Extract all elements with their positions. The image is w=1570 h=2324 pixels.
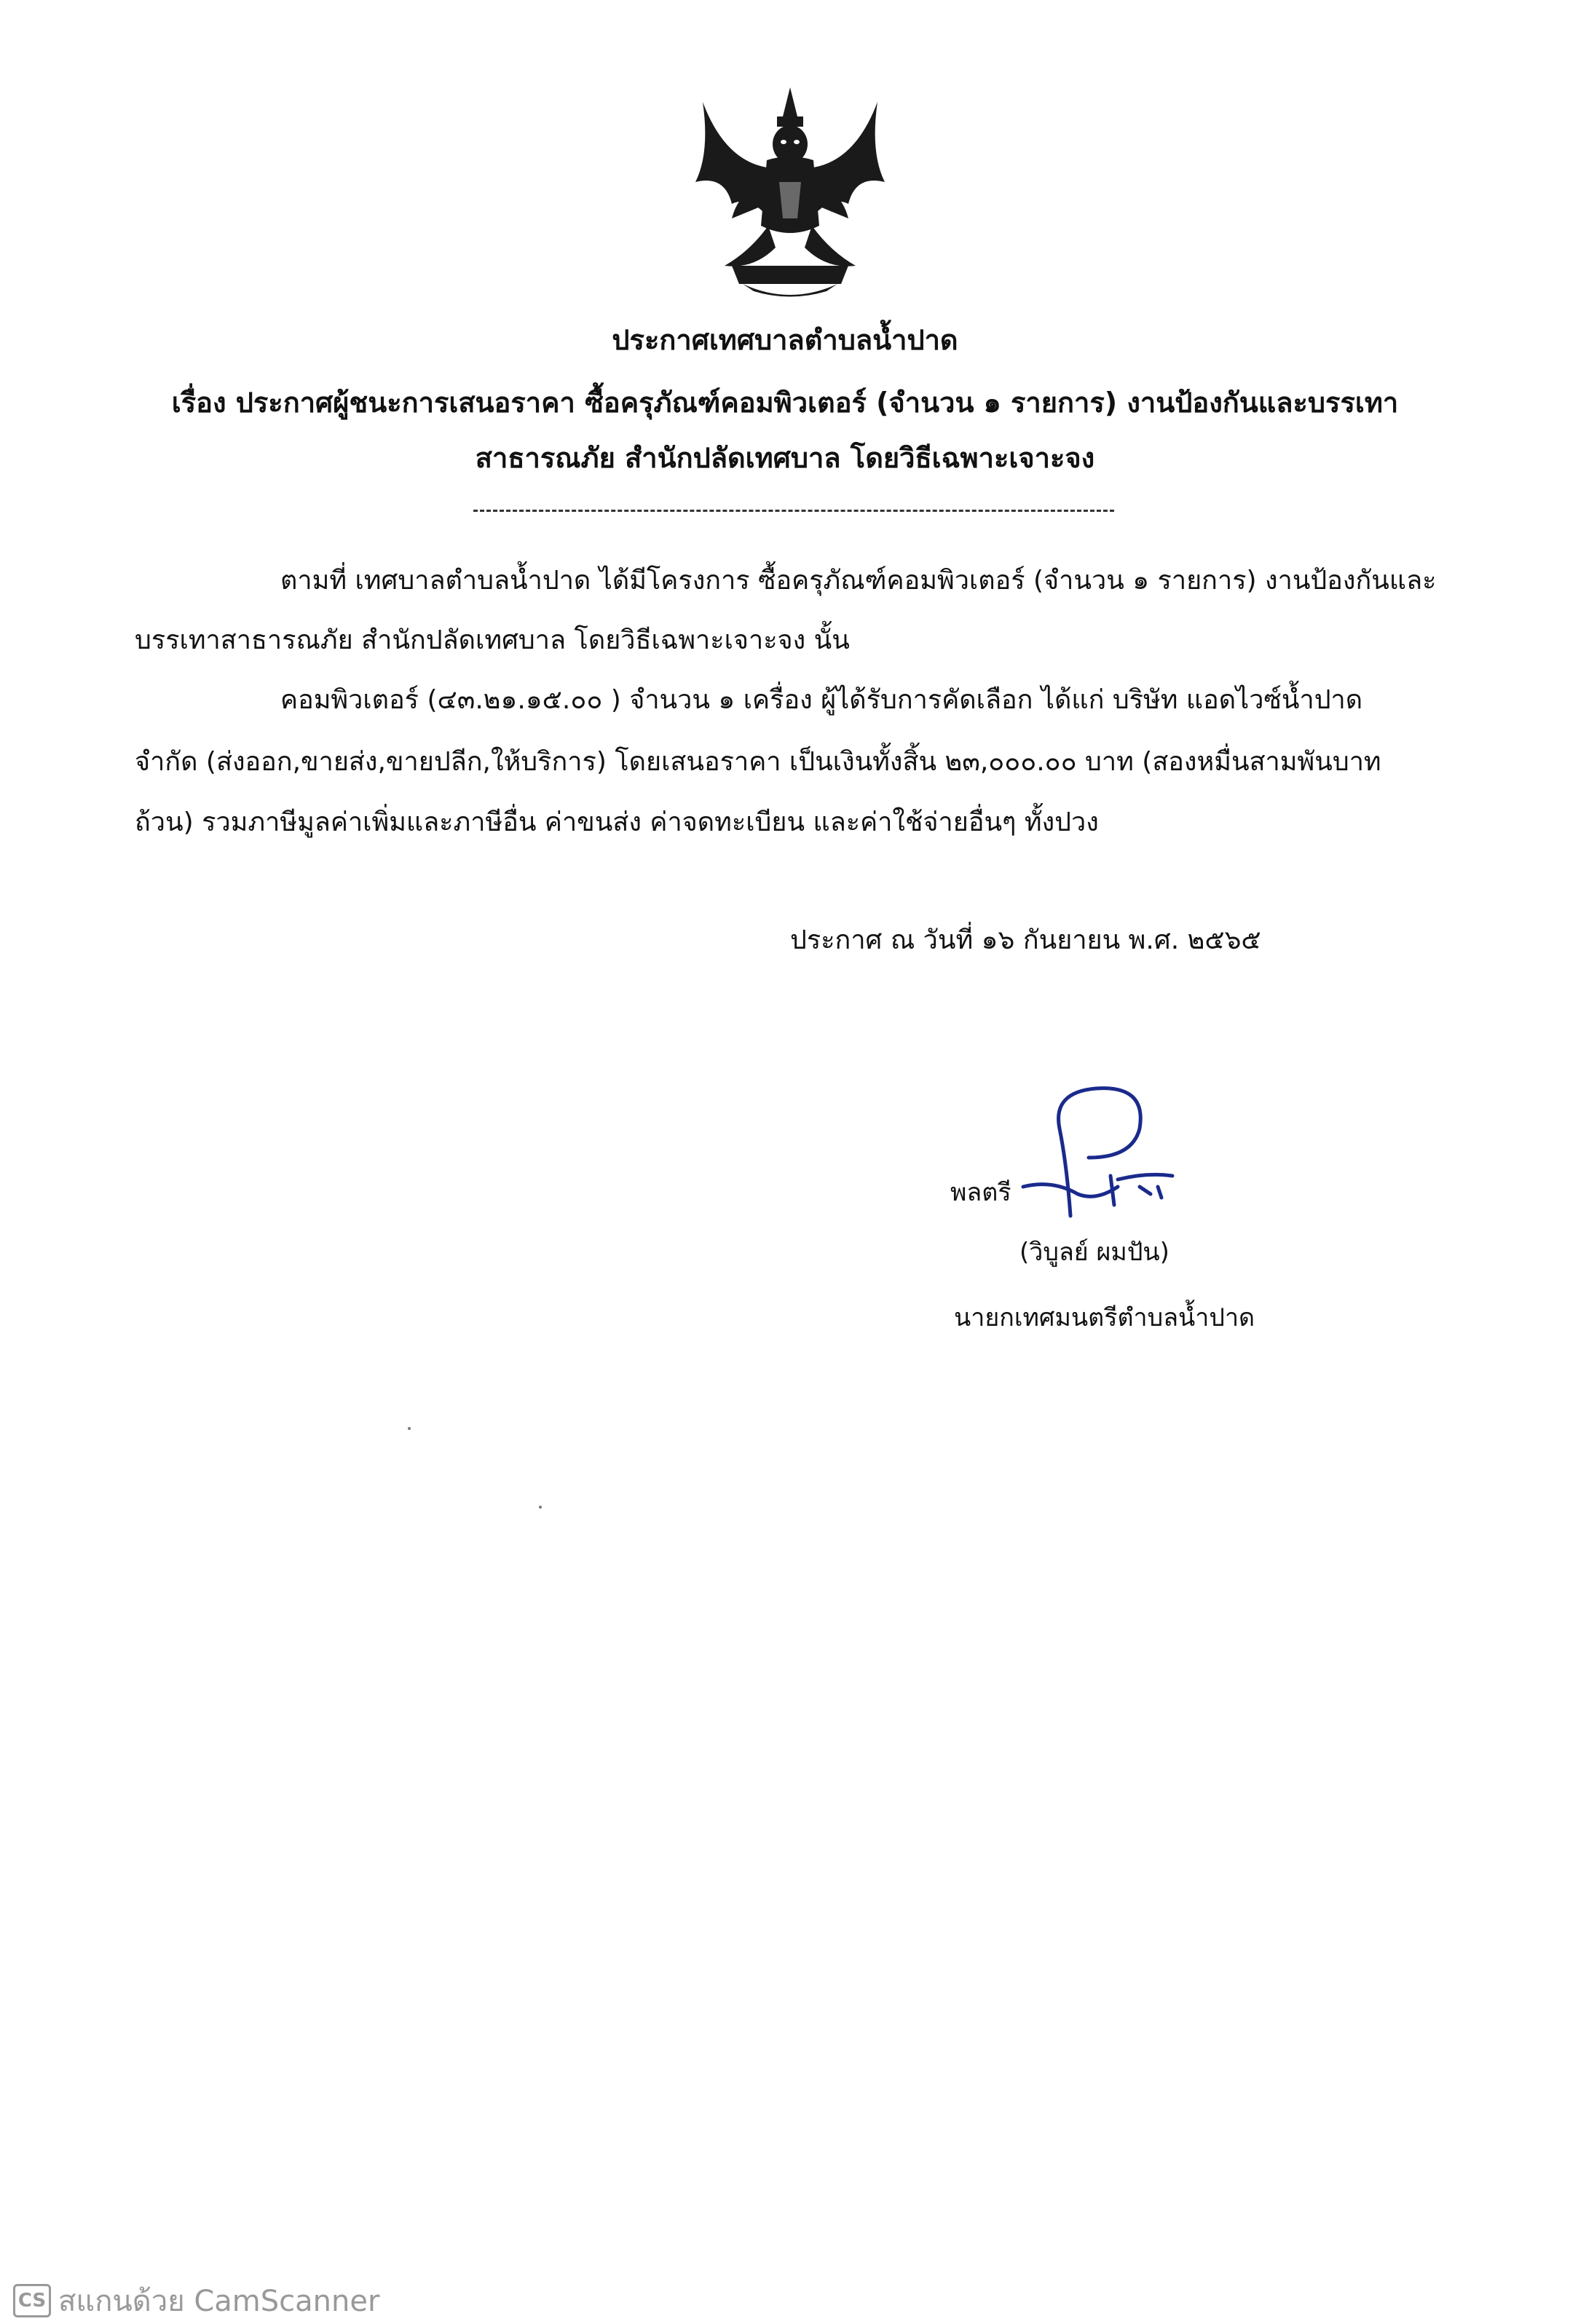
body-paragraph-line-3: คอมพิวเตอร์ (๔๓.๒๑.๑๕.๐๐ ) จำนวน ๑ เครื่อง ผู้ได้รับการคัดเลือก ได้แก่ บริษัท แอดไวซ์น้ำปาด: [280, 685, 1363, 715]
body-paragraph-line-2: บรรเทาสาธารณภัย สำนักปลัดเทศบาล โดยวิธีเฉพาะเจาะจง นั้น: [135, 625, 850, 655]
handwritten-signature-icon: [1009, 1078, 1198, 1238]
subject-line-1: เรื่อง ประกาศผู้ชนะการเสนอราคา ซื้อครุภัณฑ์คอมพิวเตอร์ (จำนวน ๑ รายการ) งานป้องกันและบรรเทา: [171, 387, 1399, 419]
scan-speck: [408, 1427, 411, 1430]
garuda-emblem-icon: [681, 73, 899, 306]
body-paragraph-line-1: ตามที่ เทศบาลตำบลน้ำปาด ได้มีโครงการ ซื้อครุภัณฑ์คอมพิวเตอร์ (จำนวน ๑ รายการ) งานป้องกันและ: [280, 566, 1437, 596]
signatory-title: นายกเทศมนตรีตำบลน้ำปาด: [954, 1303, 1255, 1332]
dashed-separator: [473, 510, 1114, 512]
signatory-name: (วิบูลย์ ผมปัน): [1019, 1238, 1169, 1267]
announcement-title: ประกาศเทศบาลตำบลน้ำปาด: [612, 324, 958, 356]
signatory-rank: พลตรี: [950, 1178, 1011, 1207]
camscanner-logo-icon: CS: [13, 2284, 51, 2317]
watermark-text: สแกนด้วย CamScanner: [58, 2285, 380, 2318]
body-paragraph-line-4: จำกัด (ส่งออก,ขายส่ง,ขายปลีก,ให้บริการ) โดยเสนอราคา เป็นเงินทั้งสิ้น ๒๓,๐๐๐.๐๐ บาท (สองหมื่นสามพันบาท: [135, 747, 1381, 777]
camscanner-watermark: [13, 2277, 379, 2324]
subject-line-2: สาธารณภัย สำนักปลัดเทศบาล โดยวิธีเฉพาะเจาะจง: [475, 442, 1095, 474]
body-paragraph-line-5: ถ้วน) รวมภาษีมูลค่าเพิ่มและภาษีอื่น ค่าขนส่ง ค่าจดทะเบียน และค่าใช้จ่ายอื่นๆ ทั้งปวง: [135, 807, 1099, 837]
scan-speck: [539, 1506, 542, 1509]
announcement-date: ประกาศ ณ วันที่ ๑๖ กันยายน พ.ศ. ๒๕๖๕: [790, 925, 1261, 955]
